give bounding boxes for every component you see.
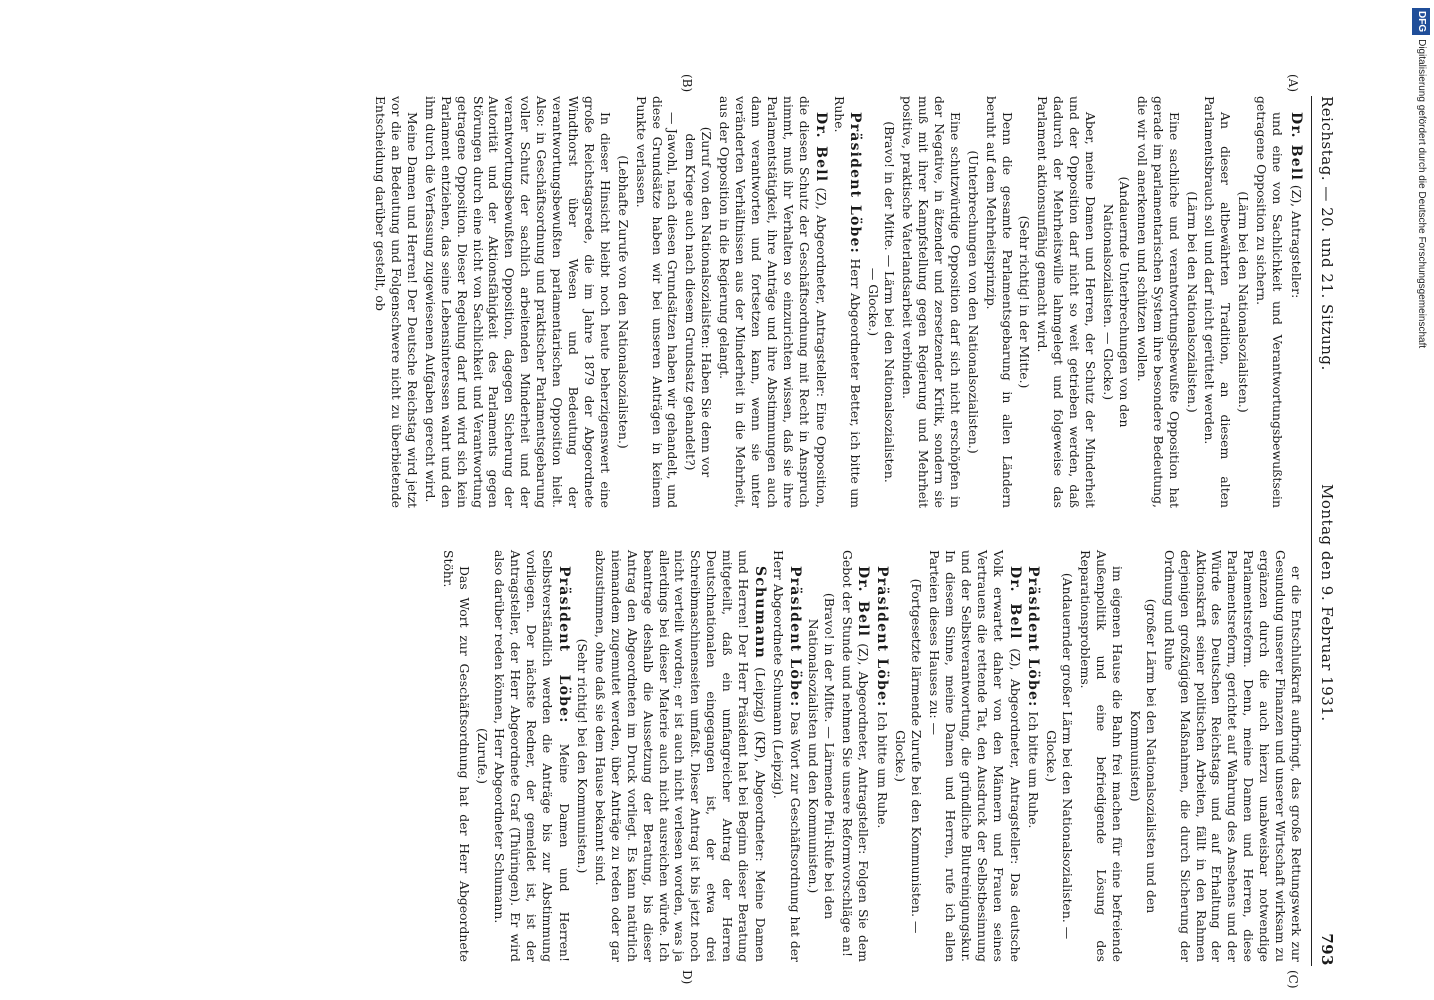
speaker-name: Dr. Bell (1288, 112, 1304, 181)
paragraph-text: Herr Abgeordneter Better, ich bitte um Ruhe. (831, 96, 864, 508)
right-column (438, 550, 1304, 962)
paragraph-text: (großer Lärm bei den Nationalsozialisten und den Kommunisten) (1127, 598, 1159, 914)
paragraph-text: (Z), Antragsteller: (1289, 180, 1304, 299)
running-head-left: Reichstag. — 20. und 21. Sitzung. (1318, 96, 1336, 371)
paragraph-text: Ich bitte um Ruhe. (1026, 707, 1042, 829)
paragraph-text: (Lebhafte Zurufe von den Nationalsozialisten.) (615, 155, 631, 449)
paragraph (1161, 550, 1304, 962)
interjection (474, 568, 490, 944)
interjection (574, 568, 590, 944)
speaker-name: Präsident Löbe: (786, 566, 803, 708)
paragraph-text: (Andauernde Unterbrechungen von den Nationalsozialisten. — Glocke.) (1101, 176, 1132, 428)
paragraph (440, 550, 472, 962)
paragraph (983, 96, 1015, 508)
speaker-name: Dr. Bell (855, 566, 872, 638)
interjection (1127, 568, 1159, 944)
paragraph (1202, 96, 1234, 508)
speaker-paragraph (831, 96, 864, 508)
paragraph-text: — Jawohl, nach diesen Grundsätzen haben wir gehandelt, und diese Grundsätze haben wir bei unseren Anträgen in keinem Punkte verlassen. (633, 96, 681, 508)
running-head-date: Montag den 9. Februar 1931. (1318, 484, 1336, 722)
speaker-paragraph (1287, 96, 1304, 508)
speaker-paragraph (770, 550, 803, 962)
paragraph-text: (Fortgesetzte lärmende Zurufe bei den Kommunisten. — Glocke.) (893, 578, 925, 934)
interjection (1100, 114, 1132, 490)
paragraph-text: (Zuruf von den Nationalsozialisten: Haben Sie denn vor dem Kriege auch nach diesem Grundsatz gehandelt?) (683, 126, 715, 478)
paragraph-text: (Zurufe.) (474, 727, 490, 785)
interjection (892, 568, 924, 944)
paragraph-text: Ich bitte um Ruhe. (875, 707, 891, 829)
speaker-name: Präsident Löbe: (1025, 566, 1042, 708)
speaker-paragraph (592, 550, 768, 962)
speaker-paragraph (716, 96, 828, 508)
paragraph-text: In dieser Hinsicht bleibt noch heute beherzigenswert eine große Reichstagsrede, die im Jahre 1879 der Abgeordnete Windthorst über Wesen und Bedeutung der verantwortungsbewußten parlamentarischen Opposition hielt. Also: in Geschäftsordnung und praktischer Parlamentsgebarung voller Schutz der sachlich arbeitenden Minderheit und der verantwortungsbewußten Opposition, dagegen Sicherung der Autorität und der Aktionsfähigkeit des Parlaments gegen Störungen durch eine nicht von Sachlichkeit und Verantwortung getragene Opposition. Dieser Regelung darf und wird sich kein Parlament entziehen, das seine Lebensinteressen wahrt und den ihm durch die Verfassung zugewiesenen Aufgaben gerecht wird. (422, 96, 613, 508)
speaker-paragraph (926, 550, 1022, 962)
paragraph (1253, 96, 1285, 508)
paragraph-text: (Leipzig) (KP), Abgeordneter: Meine Damen und Herren! Der Herr Präsident hat bei Beginn dieser Beratung mitgeteilt, daß ein umfangreicher Antrag der Herren Deutschnationalen eingegangen ist, der etwa drei Schreibmaschinenseiten umfaßt. Dieser Antrag ist bis jetzt noch nicht verteilt worden; er ist auch nicht verlesen worden, was ja allerdings bei dieser Materie auch nicht ausreichen würde. Ich beantrage deshalb die Aussetzung der Beratung, bis dieser Antrag den Abgeordneten im Druck vorliegt. Es kann natürlich niemandem zugemutet werden, über Anträge zu reden oder gar abzustimmen, ohne daß sie dem Hause bekannt sind. (592, 550, 768, 962)
margin-mark-b: (B) (680, 74, 694, 93)
paragraph-text: (Bravo! in der Mitte. — Lärmende Pfui-Rufe bei den Nationalsozialisten und den Kommunisten.) (805, 592, 837, 920)
paragraph-text: Meine Damen und Herren! Der Deutsche Reichstag wird jetzt vor die an Bedeutung und Folgenschwere nicht zu überbietende Entscheidung darüber gestellt, ob (373, 96, 420, 508)
credit-text: Digitalisierung gefördert durch die Deutsche Forschungsgemeinschaft (1416, 39, 1427, 349)
speaker-name: Dr. Bell (812, 112, 829, 183)
digitization-credit (1412, 8, 1432, 992)
paragraph-text: (Sehr richtig! in der Mitte.) (1017, 215, 1033, 389)
paragraph-text: Eine sachliche und verantwortungsbewußte Opposition hat gerade im parlamentarischen System ihre besondere Bedeutung, die wir voll anerkennen und schützen wollen. (1134, 96, 1182, 508)
interjection (1017, 114, 1033, 490)
interjection (1235, 114, 1251, 490)
speaker-name: Schumann (752, 566, 768, 659)
speaker-name: Präsident Löbe: (874, 566, 891, 708)
paragraph (372, 96, 420, 508)
paragraph-text: (Unterbrechungen von den Nationalsozialisten.) (965, 150, 981, 454)
interjection (682, 114, 714, 490)
paragraph (633, 96, 681, 508)
paragraph-text: und eine von Sachlichkeit und Verantwortungsbewußtsein getragene Opposition zu sichern. (1254, 96, 1286, 508)
page-number: 793 (1318, 933, 1336, 966)
interjection (615, 114, 631, 490)
interjection (965, 114, 981, 490)
speaker-paragraph (492, 550, 573, 962)
paragraph (1035, 96, 1099, 508)
paragraph (1134, 96, 1182, 508)
paragraph-text: (Sehr richtig! bei den Kommunisten.) (575, 638, 591, 874)
paragraph (899, 96, 963, 508)
paragraph-text: (Lärm bei den Nationalsozialisten.) (1236, 191, 1252, 413)
paragraph-text: (Z), Abgeordneter, Antragsteller: Das deutsche Volk erwartet daher von den Männern und Frauen seines Vertrauens die rettende Tat, den Ausdruck der Selbstbesinnung und der Selbstverantwortung, die gründliche Blutreinigungskur. In diesem Sinne, meine Damen und Herren, rufe ich allen Parteien dieses Hauses zu: — (927, 550, 1023, 962)
paragraph-text: (Bravo! in der Mitte. — Lärm bei den Nationalsozialisten. — Glocke.) (866, 121, 898, 483)
speaker-name: Dr. Bell (1006, 566, 1023, 640)
speaker-name: Präsident Löbe: (556, 566, 573, 724)
paragraph-text: (Lärm bei den Nationalsozialisten.) (1184, 191, 1200, 413)
paragraph (422, 96, 613, 508)
paragraph-text: Das Wort zur Geschäftsordnung hat der Herr Abgeordnete Schumann (Leipzig). (770, 550, 803, 963)
rotated-document-page (104, 74, 1336, 989)
paragraph-text: (Z), Abgeordneter, Antragsteller: Folgen Sie dem Gebot der Stunde und nehmen Sie unsere Reformvorschläge an! (839, 550, 872, 962)
speaker-paragraph (839, 550, 872, 962)
paragraph-text: Aber, meine Damen und Herren, der Schutz der Minderheit und der Opposition darf nicht so weit getrieben werden, daß dadurch der Mehrheitswille lahmgelegt und folgeweise das Parlament aktionsunfähig gemacht wird. (1035, 96, 1099, 508)
paragraph-text: (Andauernder großer Lärm bei den Nationalsozialisten. — Glocke.) (1044, 572, 1076, 940)
interjection (805, 568, 837, 944)
paragraph-text: im eigenen Hause die Bahn frei machen für eine befreiende Außenpolitik und eine befriedigende Lösung des Reparationsproblems. (1078, 550, 1126, 962)
paragraph-text: Eine schutzwürdige Opposition darf sich nicht erschöpfen in der Negative, in ätzender und zersetzender Kritik, sondern sie muß mit ihrer Kampfstellung gegen Regierung und Mehrheit positive, praktische Vaterlandsarbeit verbinden. (900, 96, 963, 508)
paragraph-text: Denn die gesamte Parlamentsgebarung in allen Ländern beruht auf dem Mehrheitsprinzip. (983, 96, 1015, 508)
interjection (865, 114, 897, 490)
speaker-paragraph (1025, 550, 1042, 962)
paragraph-text: An dieser altbewährten Tradition, an diesem alten Parlamentsbrauch soll und darf nicht gerüttelt werden. (1202, 96, 1234, 508)
paragraph-text: Das Wort zur Geschäftsordnung hat der Herr Abgeordnete Stöhr. (440, 550, 472, 962)
left-column (370, 96, 1304, 508)
dfg-logo: DFG (1412, 8, 1430, 35)
margin-mark-a: (A) (1286, 74, 1300, 93)
speaker-paragraph (873, 550, 890, 962)
margin-mark-c: (C) (1286, 970, 1300, 989)
interjection (1044, 568, 1076, 944)
paragraph-text: er die Entschlußkraft aufbringt, das große Rettungswerk zur Gesundung unserer Finanzen und unserer Wirtschaft wirksam zu ergänzen durch die auch hierzu unabweisbar notwendige Parlamentsreform. Denn, meine Damen und Herren, diese Parlamentsreform, gerichtet auf Wahrung des Ansehens und der Würde des Deutschen Reichstags und auf Erhaltung der Aktionskraft seiner politischen Arbeiten, fällt in den Rahmen derjenigen großzügigen Maßnahmen, die durch Sicherung der Ordnung und Ruhe (1161, 550, 1304, 962)
interjection (1184, 114, 1200, 490)
paragraph-text: Meine Damen und Herren! Selbstverständlich werden die Anträge bis zur Abstimmung vorliegen. Der nächste Redner, der gemeldet ist, ist der Antragsteller, der Herr Abgeordnete Graf (Thüringen). Er wird also darüber reden können, Herr Abgeordneter Schumann. (492, 550, 573, 963)
paragraph (1077, 550, 1125, 962)
running-head (1311, 96, 1334, 966)
paragraph-text: (Z), Abgeordneter, Antragsteller: Eine Opposition, die diesen Schutz der Geschäftsordnung mit Recht in Anspruch nimmt, muß ihr Verhalten so einzurichten wissen, daß sie ihre Parlamentstätigkeit, ihre Anträge und ihre Abstimmungen auch dann verantworten und fortsetzen kann, wenn sie unter veränderten Verhältnissen aus der Minderheit in die Mehrheit, aus der Opposition in die Regierung gelangt. (717, 96, 829, 508)
speaker-name: Präsident Löbe: (847, 112, 864, 254)
margin-mark-d: D) (680, 970, 694, 985)
